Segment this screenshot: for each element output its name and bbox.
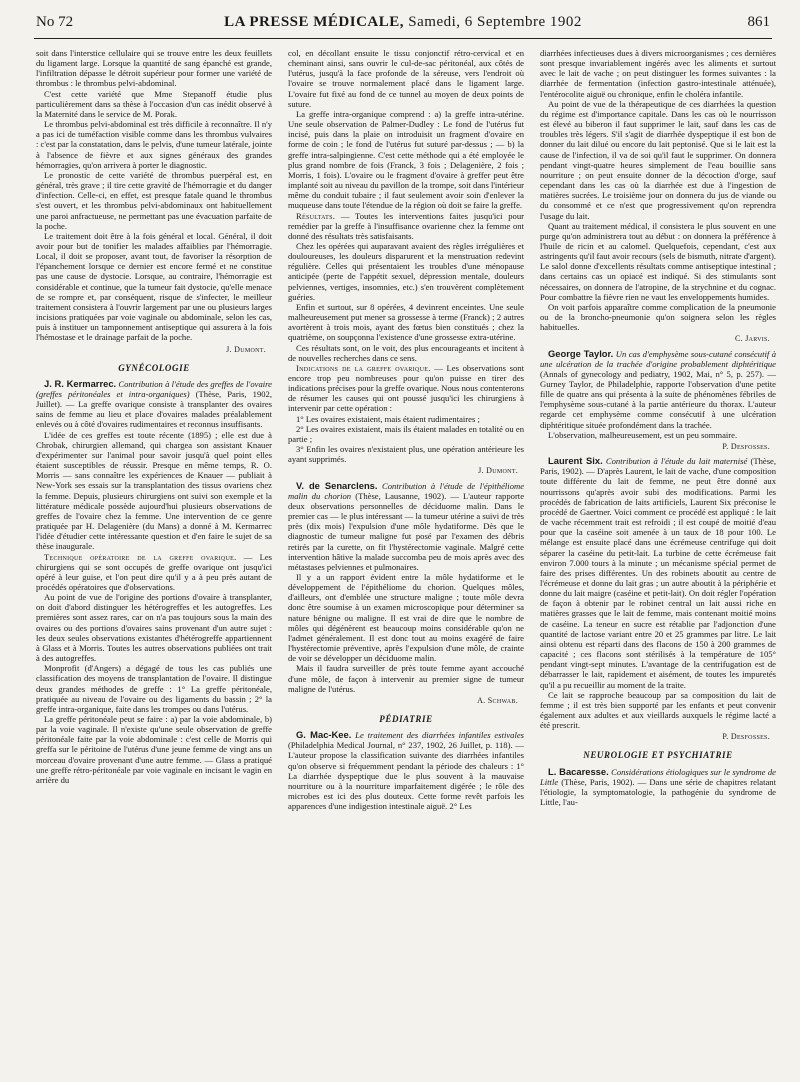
paragraph: Le traitement doit être à la fois général et local. Général, il doit avoir pour but de tonifier les malades affaiblies par l'hémorragie. Local, il doit se proposer, avant tout, de favoriser la résorption de l'épanchement lorsque ce dernier est encore fermé et ne constitue pas une cause de dystocie. Lorsque, au contraire, l'hémorragie est considérable et continue, que la tumeur fait dystocie, qu'elle menace de se rompre et, par conséquent, risque de s'infecter, le meilleur traitement consistera à l'ouvrir largement par une ou plusieurs larges incisions pratiquées par voie vaginale ou abdominale, selon les cas, puis à instituer un tamponnement antiseptique qui assurera à la fois l'hémostase et le drainage parfait de la poche.: [36, 230, 272, 343]
review-entry: [288, 730, 524, 811]
paragraph: L'idée de ces greffes est toute récente (1895) ; elle est due à Chrobak, chirurgien allemand, qui chargea son assistant Knauer d'expérimenter sur l'animal pour savoir jusqu'à quel point elles étaient susceptibles de réussir. Presque en même temps, R. O. Morris — sans connaître les expériences de Knauer — publiait à New-York ses essais sur la transplantation des tissus ovariens chez la femme. Depuis, plusieurs chirurgiens ont suivi son exemple et la littérature médicale possède aujourd'hui plusieurs observations de greffes de l'ovaire chez la femme. Une intervention de ce genre pratiquée par H. Delagenière (du Mans) a donné à M. Kermarrec l'idée d'étudier cette intéressante question et d'en faire le sujet de sa thèse inaugurale.: [36, 429, 272, 552]
review-title: Le traitement des diarrhées infantiles estivales: [355, 730, 524, 741]
review-body: (Thèse, Paris, 1902, Juillet). — La greffe ovarique consiste à transplanter des ovaires sains de femme au lieu et place d'ovaires malades préalablement enlevés ou à côté d'ovaires rudimentaires et reconnus insuffisants.: [36, 389, 272, 430]
paragraph: Le thrombus pelvi-abdominal est très difficile à reconnaître. Il n'y a pas ici de tuméfaction visible comme dans les thrombus vulvaires : c'est par la constatation, dans le pelvis, d'une tumeur latérale, jointe à l'absence de fièvre et aux signes généraux des grandes hémorragies, qu'on arrivera à porter le diagnostic.: [36, 119, 272, 170]
review-author: G. Mac-Kee.: [296, 729, 352, 741]
paragraph-body: — Les chirurgiens qui se sont occupés de greffe ovarique ont jusqu'ici opéré à leur guise, et l'on peut dire qu'il y a à peu près autant de procédés opératoires que d'observations.: [36, 551, 272, 592]
paragraph: Mais il faudra surveiller de près toute femme ayant accouché d'une môle, de façon à intervenir au premier signe de tumeur maligne de l'utérus.: [288, 663, 524, 694]
review-body: (Annals of gynecology and pediatry, 1902, Mai, n° 5, p. 257). — Gurney Taylor, de Philadelphie, rapporte l'observation d'une petite fille de quatre ans qui présenta à la suite de phénomènes fébriles de l'emphysème sous-cutané à la partie antérieure du thorax. L'auteur regarde cet emphysème comme consécutif à une ulcération diphtéritique située profondément dans la trachée.: [540, 368, 776, 430]
review-body: (Thèse, Paris, 1902). — D'après Laurent, le lait de vache, d'une composition toute différente du lait de femme, ne peut être donné aux nourrissons qu'après avoir subi des modifications. Parmi les procédés de fabrication de laits artificiels, Laurent Six préconise le procédé de Gaertner. Voici comment ce procédé est appliqué : le lait de vache récemment trait est refroidi ; il est coupé de moitié d'eau pour que la caséine soit amenée à un taux de 18 pour 100. Le mélange est ensuite placé dans une écrémeuse centrifuge qui doit séparer la caséine du petit-lait. La turbine de cette écrémeuse fait environ 7.000 tours à la minute ; un mécanisme spécial permet de faire des prises différentes. Un des robinets aboutit au centre de l'écrémeuse et donne du lait gras ; un autre aboutit à la périphérie et donne du lait maigre (caséine et petit-lait). On doit régler l'opération de façon à obtenir par le robinet central un lait aussi riche en matières grasses que le lait de femme, mais contenant moitié moins de caséine. La teneur en sucre est rétablie par l'adjonction d'une quantité de lactose variant entre 20 et 25 grammes par litre. Le lait ainsi obtenu est réparti dans des flacons de 150 à 200 grammes de capacité ; ces flacons sont stérilisés à la température de 105° pendant vingt-sept minutes. L'avantage de la centrifugation est de débarrasser le lait, rapidement et aisément, de toutes les impuretés qu'il a pu recueillir au moment de la traite.: [540, 456, 776, 690]
paragraph: La greffe intra-organique comprend : a) la greffe intra-utérine. Une seule observation de Palmer-Dudley : Le fond de l'utérus fut incisé, puis dans la plaie on introduisit un fragment d'ovaire en forme de coin ; le fond de l'utérus fut suturé par-dessus ; — b) la greffe intra-salpingienne. C'est cette méthode qui a été employée le plus grand nombre de fois (Franck, 3 fois ; Delagenière, 2 fois ; Morris, 1 fois). L'ovaire ou le fragment d'ovaire à greffer peut être implanté soit au niveau du pavillon de la trompe, soit dans l'intérieur même du conduit tubaire ; il faut seulement avoir soin d'enlever la muqueuse dans toute l'étendue de la région où doit se faire la greffe.: [288, 108, 524, 211]
review-entry: [540, 767, 776, 808]
section-heading-gynecologie: GYNÉCOLOGIE: [118, 362, 190, 373]
paragraph: diarrhées infectieuses dues à divers microorganismes ; ces dernières sont presque invariablement ingérés avec les aliments et surtout avec le lait de vache ; on peut distinguer les formes suivantes : la diarrhée de fermentation (infection gastro-intestinale atténuée), l'entérocolite aiguë ou chronique, enfin le choléra infantile.: [540, 48, 776, 99]
list-item: 2° Les ovaires existaient, mais ils étaient malades en totalité ou en partie ;: [288, 423, 524, 444]
header-rule: [34, 38, 772, 39]
review-author: George Taylor.: [548, 347, 614, 359]
paragraph: Monprofit (d'Angers) a dégagé de tous les cas publiés une classification des moyens de transplantation de l'ovaire. Il distingue deux grandes méthodes de greffe : 1° La greffe péritonéale, pratiquée au niveau de l'ovaire ou des ligaments du bassin ; 2° la greffe intra-organique, faite dans les trompes ou dans l'utérus.: [36, 663, 272, 714]
paragraph-body: — Toutes les interventions faites jusqu'ici pour remédier par la greffe à l'insuffisance ovarienne chez la femme ont donné des résultats très satisfaisants.: [288, 210, 524, 241]
signature: J. Dumont.: [226, 344, 266, 354]
paragraph: Ces résultats sont, on le voit, des plus encourageants et incitent à de nouvelles recherches dans ce sens.: [288, 342, 524, 363]
review-entry: [288, 481, 524, 572]
paragraph: Le pronostic de cette variété de thrombus puerpéral est, en général, très grave ; il tire cette gravité de l'hémorragie et du danger d'infection. Celle-ci, en effet, est presque fatale quand le thrombus s'est ouvert, et les thrombus pelvi-abdominaux ont habituellement une paroi anfractueuse, ne permettant pas une évacuation parfaite de la poche.: [36, 169, 272, 231]
paragraph: [36, 552, 272, 593]
column-right: [540, 48, 776, 1070]
paragraph: [288, 363, 524, 414]
column-left: [36, 48, 272, 1070]
page-number: 861: [747, 14, 770, 30]
issue-date: Samedi, 6 Septembre 1902: [408, 14, 582, 30]
page-header: [36, 14, 770, 34]
paragraph: L'observation, malheureusement, est un peu sommaire.: [548, 429, 738, 440]
review-body: (Thèse, Lausanne, 1902). — L'auteur rapporte deux observations personnelles de déciduome malin. Dans le premier cas — le plus intéressant — la tumeur utérine a suivi de très près (dix mois) l'expulsion d'une môle hydatiforme. Dès que le diagnostic de tumeur maligne fut posé par l'examen des débris retirés par la curette, on fit l'hystérectomie vaginale. Malgré cette intervention hâtive la malade succomba peu de mois après avec des métastases pelviennes et pulmonaires.: [288, 490, 524, 572]
paragraph: col, en décollant ensuite le tissu conjonctif rétro-cervical et en cheminant ainsi, sans ouvrir le cul-de-sac péritonéal, aux côtés de l'utérus, jusqu'à la face profonde de la séreuse, vers l'endroit où l'ovaire se trouve normalement placé dans le ligament large. L'ovaire fut fixé au fond de ce tunnel au moyen de deux points de suture.: [288, 48, 524, 109]
paragraph-lead: Technique opératoire de la greffe ovarique.: [44, 551, 237, 562]
signature: A. Schwab.: [477, 695, 518, 705]
issue-number: No 72: [36, 14, 74, 30]
signature: C. Jarvis.: [735, 334, 770, 344]
review-entry: [36, 379, 272, 430]
column-middle: [288, 48, 524, 1070]
paragraph: Ce lait se rapproche beaucoup par sa composition du lait de femme ; il est très bien supporté par les enfants et peut convenir également aux adultes et aux vieillards auxquels le régime lacté a été prescrit.: [540, 689, 776, 731]
journal-name: LA PRESSE MÉDICALE,: [224, 14, 405, 30]
paragraph: [288, 211, 524, 241]
paragraph: La greffe péritonéale peut se faire : a) par la voie abdominale, b) par la voie vaginale. Il n'existe qu'une seule observation de greffe péritonéale faite par la voie abdominale : c'est celle de Morris qui greffa sur le péritoine de l'utérus d'une jeune femme de vingt ans un morceau d'ovaire provenant d'une autre femme. — Glass a pratiqué une greffe rétro-péritonéale par voie vaginale en incisant le vagin en arrière du: [36, 714, 272, 785]
paragraph: C'est cette variété que Mme Stepanoff étudie plus particulièrement dans sa thèse à l'occasion d'un cas inédit observé à la Maternité dans le service de M. Porak.: [36, 88, 272, 119]
paragraph: Quant au traitement médical, il consistera le plus souvent en une purge qu'on administrera tout au début : on donnera la préférence à l'huile de ricin et au calomel. Quelquefois, cependant, c'est aux astringents qu'il faut avoir recours (sels de bismuth, nitrate d'argent). Le salol donne d'excellents résultats comme antiseptique intestinal ; dans certains cas un opiacé est indiqué. Si des stimulants sont nécessaires, on donnera de l'atropine, de la strychnine et du cognac. Pour combattre la fièvre rien ne vaut les enveloppements humides.: [540, 220, 776, 302]
paragraph: soit dans l'interstice cellulaire qui se trouve entre les deux feuillets du ligament large. Lorsque la quantité de sang épanché est grande, l'infiltration dépasse le détroit supérieur pour former une variété de thrombus : le thrombus pelvi-abdominal.: [36, 48, 272, 89]
list-item: 3° Enfin les ovaires n'existaient plus, une opération antérieure les ayant supprimés.: [288, 444, 524, 465]
section-heading-neurologie: NEUROLOGIE ET PSYCHIATRIE: [583, 750, 733, 761]
review-body: (Thèse, Paris, 1902). — Dans une série de chapitres relatant l'étiologie, la symptomatologie, la pathogénie du syndrome de Little, l'au-: [540, 776, 776, 808]
review-author: V. de Senarclens.: [296, 479, 378, 491]
paragraph: On voit parfois apparaître comme complication de la pneumonie ou de la broncho-pneumonie qu'on soignera selon les règles habituelles.: [540, 301, 776, 333]
section-heading-pediatrie: PÉDIATRIE: [379, 714, 433, 724]
list-item: 1° Les ovaires existaient, mais étaient rudimentaires ;: [296, 413, 480, 424]
paragraph: Au point de vue de l'origine des portions d'ovaire à transplanter, on doit d'abord distinguer les hétérogreffes et les autogreffes. Les premières sont assez rares, car on n'a pas toujours sous la main des ovaires ou des portions d'ovaires sains provenant d'un autre sujet : les deux seules observations existantes d'hétérogreffe appartiennent à Glass et à Morris. Toutes les autres observations publiées ont trait à des autogreffes.: [36, 592, 272, 664]
review-title: Considérations étiologiques sur le syndrome de Little: [540, 766, 776, 787]
paragraph: Au point de vue de la thérapeutique de ces diarrhées la question du régime est d'importance capitale. Dans les cas où le nourrisson est élevé au biberon il faut supprimer le lait, sauf dans les cas de troubles très légers. S'il s'agit de diarrhée dyspeptique il est bon de donner du lait dilué ou encore du lait peptonisé. Que si le lait est la cause de l'infection, il va de soi qu'il faut le supprimer. On donnera pendant vingt-quatre heures simplement de l'eau bouillie sans nourriture ; on peut ensuite donner de la décoction d'orge, sauf cependant dans les cas où la diarrhée est due à l'ingestion de matières sucrées. Le troisième jour on donnera du jus de viande ou du consommé et ce n'est que progressivement qu'on reprendra l'usage du lait.: [540, 98, 776, 221]
review-author: L. Bacaresse.: [548, 765, 609, 777]
signature: P. Desfosses.: [722, 732, 770, 742]
paragraph-lead: Résultats.: [296, 210, 336, 221]
review-entry: [540, 349, 776, 430]
signature: J. Dumont.: [478, 466, 518, 476]
review-body: (Philadelphia Medical Journal, n° 237, 1902, 26 Juillet, p. 118). — L'auteur propose la classification suivante des diarrhées infantiles qu'on observe si fréquemment pendant la période des chaleurs : 1° La diarrhée dyspeptique due le plus souvent à la mauvaise nourriture ou à la nourriture imparfaitement digérée ; le rôle des microbes est ici des plus douteux. Cette forme revêt parfois les apparences d'une indigestion intestinale aiguë. 2° Les: [288, 740, 524, 812]
review-title: Contribution à l'étude des greffes de l'ovaire (greffes péritonéales et intra-organiques): [36, 378, 272, 399]
review-title: Un cas d'emphysème sous-cutané consécutif à une ulcération de la trachée d'origine probablement diphtéritique: [540, 348, 776, 369]
paragraph: Il y a un rapport évident entre la môle hydatiforme et le développement de l'épithéliome du chorion. Quelques môles, d'ailleurs, ont d'emblée une structure maligne ; toute môle devra donc être soumise à un examen microscopique pour déterminer sa nature bénigne ou maligne. Il est vrai de dire que le nombre de môles qui dégénèrent est beaucoup moins considérable qu'on ne l'admet généralement. Il est donc tout au moins exagéré de faire l'hystérectomie préventive, après l'expulsion d'une môle, de crainte de voir se développer un déciduome malin.: [288, 571, 524, 664]
paragraph-lead: Indications de la greffe ovarique.: [296, 362, 431, 373]
paragraph: Chez les opérées qui auparavant avaient des règles irrégulières et douloureuses, les douleurs disparurent et la menstruation redevint régulière. Celles qui présentaient les troubles d'une ménopause anticipée (perte de l'appétit sexuel, dépression mentale, douleurs pelviennes, vertiges, insomnies, etc.) s'en trouvèrent complètement guéries.: [288, 240, 524, 302]
review-title: Contribution à l'étude du lait maternisé: [605, 456, 748, 467]
review-author: J. R. Kermarrec.: [44, 377, 117, 389]
paragraph-body: — Les observations sont encore trop peu nombreuses pour qu'on puisse en tirer des indications précises pour la greffe ovarique. Nous nous contenterons de résumer les causes qui ont poussé jusqu'ici les chirurgiens à intervenir par cette opération :: [288, 362, 524, 414]
review-author: Laurent Six.: [548, 455, 603, 467]
review-title: Contribution à l'étude de l'épithéliome malin du chorion: [288, 480, 524, 501]
paragraph: Enfin et surtout, sur 8 opérées, 4 devinrent enceintes. Une seule malheureusement put mener sa grossesse à terme (Franck) ; 2 autres avortèrent à trois mois, ayant des fœtus bien constitués ; chez la quatrième, on soupçonna l'existence d'une grossesse extra-utérine.: [288, 301, 524, 343]
running-title: [36, 14, 770, 31]
review-entry: [540, 456, 776, 690]
signature: P. Desfosses.: [722, 441, 770, 451]
